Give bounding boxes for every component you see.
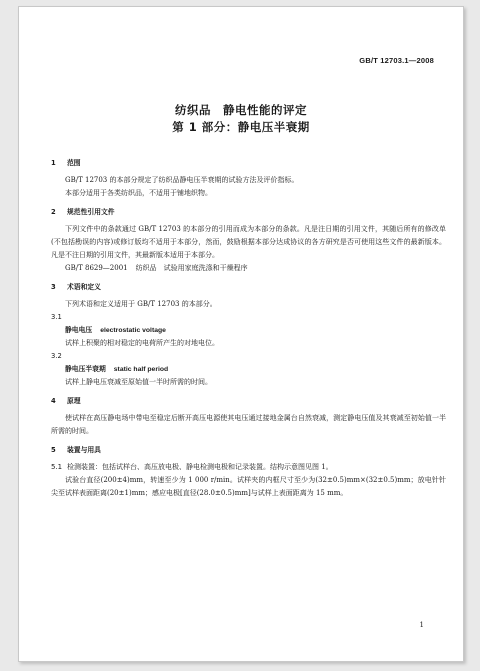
- term-1: 静电电压 electrostatic voltage: [65, 326, 166, 334]
- document-body: [51, 157, 446, 500]
- section-heading-principle: 4 原理: [51, 397, 81, 405]
- term-2: 静电压半衰期 static half period: [65, 365, 169, 373]
- title-part-b: 静电性能的评定: [223, 103, 307, 117]
- references-paragraph: 下列文件中的条款通过 GB/T 12703 的本部分的引用而成为本部分的条款。凡是注日期的引用文件，其随后所有的修改单(不包括勘误的内容)或修订版均不适用于本部分，然而，鼓励根据本部分达成协议的各方研究是否可使用这些文件的最新版本。凡是不注日期的引用文件，其最新版本适用于本部分。: [51, 225, 446, 259]
- page-number: 1: [419, 621, 424, 629]
- scope-paragraph-2: 本部分适用于各类纺织品，不适用于铺地织物。: [65, 189, 212, 197]
- section-heading-apparatus: 5 装置与用具: [51, 446, 101, 454]
- terms-paragraph: 下列术语和定义适用于 GB/T 12703 的本部分。: [65, 300, 217, 308]
- term-number-1: 3.1: [51, 313, 62, 321]
- term-1-definition: 试样上积聚的相对稳定的电荷所产生的对地电位。: [65, 339, 219, 347]
- section-heading-terms: 3 术语和定义: [51, 283, 101, 291]
- standard-number: GB/T 12703.1—2008: [359, 56, 434, 65]
- section-heading-scope: 1 范围: [51, 159, 81, 167]
- document-title: [19, 102, 463, 118]
- term-number-2: 3.2: [51, 352, 62, 360]
- document-subtitle: 第 1 部分：静电压半衰期: [172, 120, 310, 134]
- principle-paragraph: 使试样在高压静电场中带电至稳定后断开高压电源使其电压通过接地金属台自然衰减，测定静电压值及其衰减至初始值一半所需的时间。: [51, 414, 446, 435]
- section-heading-normative-references: 2 规范性引用文件: [51, 208, 115, 216]
- scope-paragraph-1: GB/T 12703 的本部分规定了纺织品静电压半衰期的试验方法及评价指标。: [65, 176, 299, 184]
- reference-title: 纺织品 试验用家庭洗涤和干燥程序: [135, 264, 248, 272]
- apparatus-paragraph: 试验台直径(200±4)mm，转速至少为 1 000 r/min。试样夹的内框尺寸至少为(32±0.5)mm×(32±0.5)mm；放电针针尖至试样表面距离(20±1)mm；感应电极[直径(28.0±0.5)mm]与试样上表面距离为 15 mm。: [51, 476, 446, 497]
- term-2-definition: 试样上静电压衰减至原始值一半时所需的时间。: [65, 378, 212, 386]
- reference-code: GB/T 8629—2001: [65, 264, 128, 272]
- reference-entry: [51, 262, 446, 275]
- title-part-a: 纺织品: [175, 103, 211, 117]
- document-page: [18, 6, 464, 662]
- apparatus-item-5-1: 5.1 检测装置：包括试样台、高压放电极、静电检测电极和记录装置。结构示意图见图 1。: [51, 463, 333, 471]
